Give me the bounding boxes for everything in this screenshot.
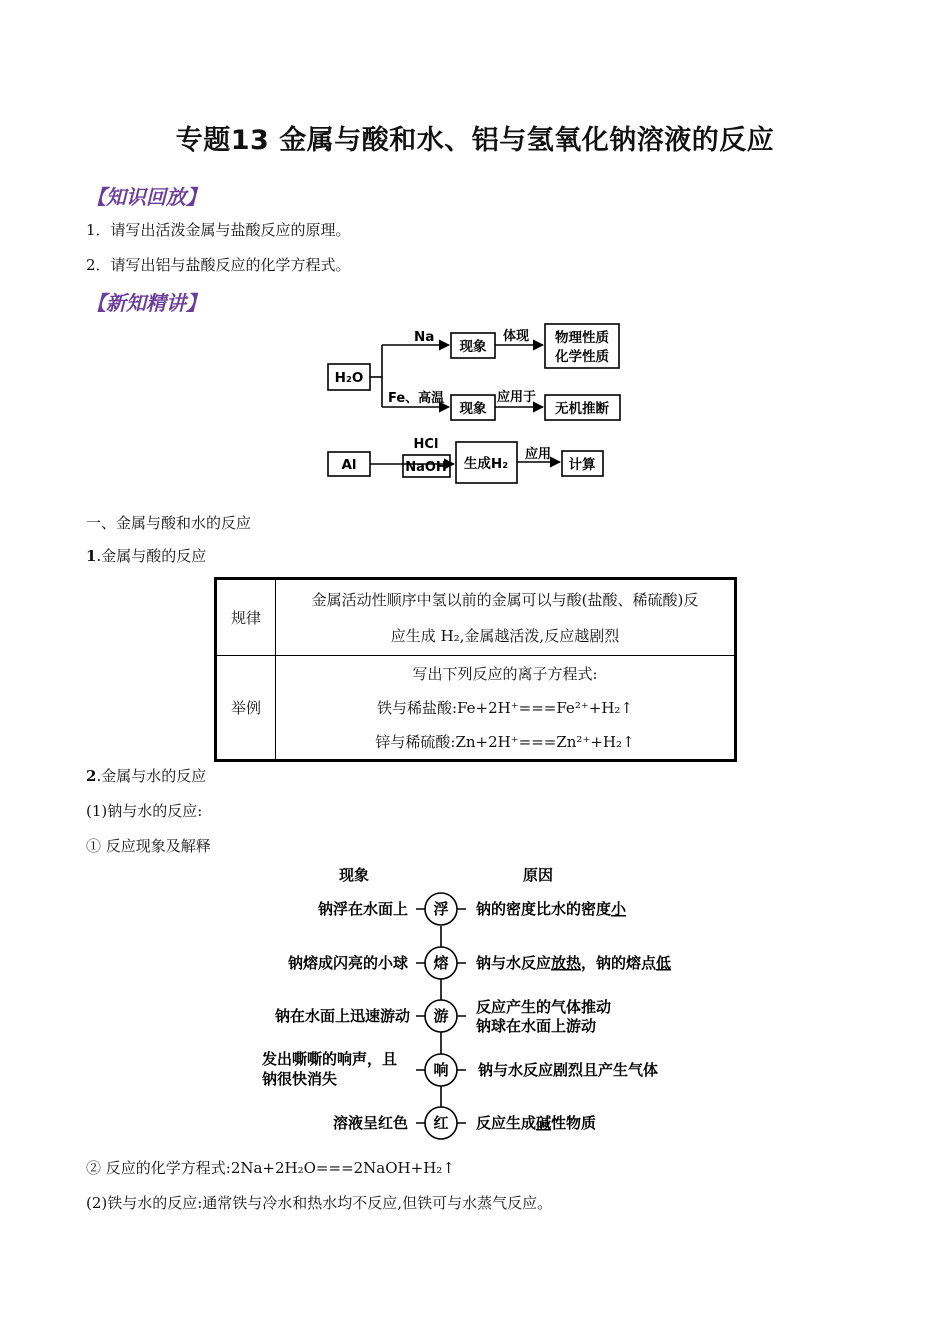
table-row-rule: [216, 579, 736, 656]
subsection-2-heading: [86, 766, 206, 786]
phenomenon-label-2: 现象: [459, 401, 487, 417]
iron-water-text: (2)铁与水的反应:通常铁与冷水和热水均不反应,但铁可与水蒸气反应。: [86, 1194, 553, 1212]
phenomenon-explanation-heading: ① 反应现象及解释: [86, 837, 211, 855]
reason-swim-line2: 钠球在水面上游动: [476, 1017, 597, 1035]
key-sound: 响: [433, 1061, 449, 1079]
sodium-water-diagram: [0, 850, 950, 1150]
column-phenomenon: 现象: [338, 866, 370, 884]
phenomenon-label-1: 现象: [459, 339, 487, 355]
produce-h2-label: 生成H₂: [463, 456, 509, 472]
subsection-2-number: 2: [86, 767, 97, 785]
reflect-label: 体现: [503, 329, 530, 344]
phenomenon-melt: 钠熔成闪亮的小球: [287, 954, 408, 972]
section-heading-review: 【知识回放】: [86, 185, 206, 209]
table-row-example: [216, 656, 736, 761]
subsection-2-text: .金属与水的反应: [96, 767, 207, 785]
phenomenon-swim: 钠在水面上迅速游动: [274, 1007, 410, 1025]
phenomenon-float: 钠浮在水面上: [317, 900, 408, 918]
reason-float: 钠的密度比水的密度小: [476, 900, 627, 918]
calc-label: 计算: [568, 457, 596, 473]
column-reason: 原因: [522, 866, 554, 884]
al-label: Al: [341, 457, 357, 473]
rule-line-2: 应生成 H₂,金属越活泼,反应越剧烈: [390, 626, 620, 645]
apply2-label: 应用: [525, 447, 552, 462]
chemical-properties: 化学性质: [555, 349, 609, 365]
example-line-1: 写出下列反应的离子方程式:: [412, 664, 598, 683]
phenomenon-sound-line1: 发出嘶嘶的响声，且: [262, 1050, 398, 1068]
acid-reaction-table: [214, 577, 737, 762]
apply-label: 应用于: [497, 390, 537, 405]
inorganic-inference: 无机推断: [555, 401, 609, 417]
key-melt: 熔: [433, 954, 449, 972]
review-question-1: 1．请写出活泼金属与盐酸反应的原理。: [86, 221, 351, 239]
subsection-1-heading: [86, 546, 206, 566]
key-red: 红: [433, 1114, 449, 1132]
sodium-equation: ② 反应的化学方程式:2Na+2H₂O===2NaOH+H₂↑: [86, 1159, 455, 1177]
h2o-label: H₂O: [334, 370, 364, 386]
key-swim: 游: [433, 1007, 449, 1025]
rule-header: 规律: [216, 579, 276, 656]
rule-content: [276, 579, 736, 656]
hcl-label: HCl: [413, 437, 439, 452]
section-heading-lecture: 【新知精讲】: [86, 291, 206, 315]
reason-sound: 钠与水反应剧烈且产生气体: [478, 1061, 659, 1079]
phenomenon-red: 溶液呈红色: [332, 1114, 408, 1132]
example-line-2: 铁与稀盐酸:Fe+2H⁺===Fe²⁺+H₂↑: [377, 698, 633, 717]
key-float: 浮: [433, 900, 449, 918]
example-header: 举例: [216, 656, 276, 761]
section-1-heading: 一、金属与酸和水的反应: [86, 514, 252, 532]
phenomenon-sound-line2: 钠很快消失: [262, 1070, 338, 1088]
subsection-1-text: .金属与酸的反应: [96, 547, 207, 565]
reason-red: 反应生成碱性物质: [476, 1114, 597, 1132]
reason-melt: 钠与水反应放热，钠的熔点低: [476, 954, 672, 972]
rule-line-1: 金属活动性顺序中氢以前的金属可以与酸(盐酸、稀硫酸)反: [311, 590, 699, 609]
na-label: Na: [414, 329, 435, 345]
sodium-water-heading: (1)钠与水的反应:: [86, 802, 203, 820]
concept-map: [0, 0, 950, 500]
subsection-1-number: 1: [86, 547, 97, 565]
reason-swim-line1: 反应产生的气体推动: [476, 998, 612, 1016]
fe-label: Fe、高温: [388, 391, 445, 406]
naoh-label: NaOH: [405, 460, 447, 475]
example-line-3: 锌与稀硫酸:Zn+2H⁺===Zn²⁺+H₂↑: [375, 732, 635, 751]
example-content: [276, 656, 736, 761]
review-question-2: 2．请写出铝与盐酸反应的化学方程式。: [86, 256, 351, 274]
physical-properties: 物理性质: [555, 330, 609, 346]
page-title: 专题13 金属与酸和水、铝与氢氧化钠溶液的反应: [175, 125, 775, 156]
